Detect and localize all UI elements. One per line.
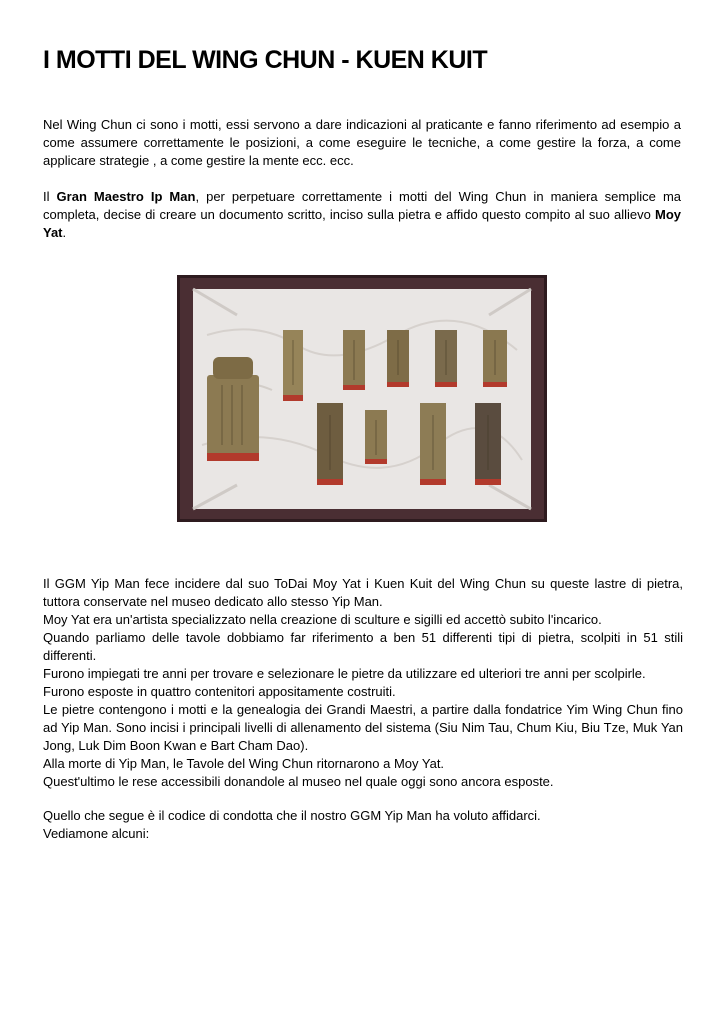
body-line-8: Quest'ultimo le rese accessibili donandole al museo nel quale oggi sono ancora esposte. bbox=[43, 774, 554, 789]
stone-tablets-photo bbox=[177, 275, 547, 522]
body-line-5: Furono esposte in quattro contenitori appositamente costruiti. bbox=[43, 684, 396, 699]
page-title: I MOTTI DEL WING CHUN - KUEN KUIT bbox=[43, 46, 488, 74]
body-line-6: Le pietre contengono i motti e la genealogia dei Grandi Maestri, a partire dalla fondatrice Yim Wing Chun fino ad Yip Man. Sono incisi i principali livelli di allenamento del sistema (Siu Nim Tau, Chum Kiu, Biu Tze, Muk Yan Jong, Luk Dim Boon Kwan e Bart Cham Dao). bbox=[43, 702, 683, 753]
gran-maestro-name: Gran Maestro Ip Man bbox=[56, 189, 196, 204]
intro-paragraph: Nel Wing Chun ci sono i motti, essi servono a dare indicazioni al praticante e fanno riferimento ad esempio a come assumere correttamente le posizioni, a come eseguire le tecniche, a come gestire la forza, a come applicare strategie , a come gestire la mente ecc. ecc. bbox=[43, 117, 681, 169]
closing-text bbox=[43, 807, 683, 843]
tablets-history-text bbox=[43, 575, 683, 791]
body-line-1: Il GGM Yip Man fece incidere dal suo ToDai Moy Yat i Kuen Kuit del Wing Chun su queste lastre di pietra, tuttora conservate nel museo dedicato allo stesso Yip Man. bbox=[43, 576, 683, 609]
closing-line-2: Vediamone alcuni: bbox=[43, 826, 150, 841]
body-line-7: Alla morte di Yip Man, le Tavole del Wing Chun ritornarono a Moy Yat. bbox=[43, 756, 445, 771]
p2-text-mid: , per perpetuare correttamente i motti del Wing Chun in maniera semplice ma completa, decise di creare un documento scritto, inciso sulla pietra e affido questo compito al suo allievo bbox=[43, 189, 681, 223]
moy-yat-name: Moy Yat bbox=[43, 207, 681, 241]
body-line-4: Furono impiegati tre anni per trovare e selezionare le pietre da utilizzare ed ulteriori tre anni per scolpirle. bbox=[43, 666, 646, 681]
closing-line-1: Quello che segue è il codice di condotta che il nostro GGM Yip Man ha voluto affidarci. bbox=[43, 808, 541, 823]
p2-text-pre: Il bbox=[43, 189, 57, 204]
p2-text-post: . bbox=[62, 225, 67, 241]
body-line-2: Moy Yat era un'artista specializzato nella creazione di sculture e sigilli ed accettò subito l'incarico. bbox=[43, 612, 602, 627]
seal-stone bbox=[207, 357, 259, 461]
ip-man-paragraph bbox=[43, 188, 681, 243]
body-line-3: Quando parliamo delle tavole dobbiamo far riferimento a ben 51 differenti tipi di pietra, scolpiti in 51 stili differenti. bbox=[43, 630, 683, 663]
